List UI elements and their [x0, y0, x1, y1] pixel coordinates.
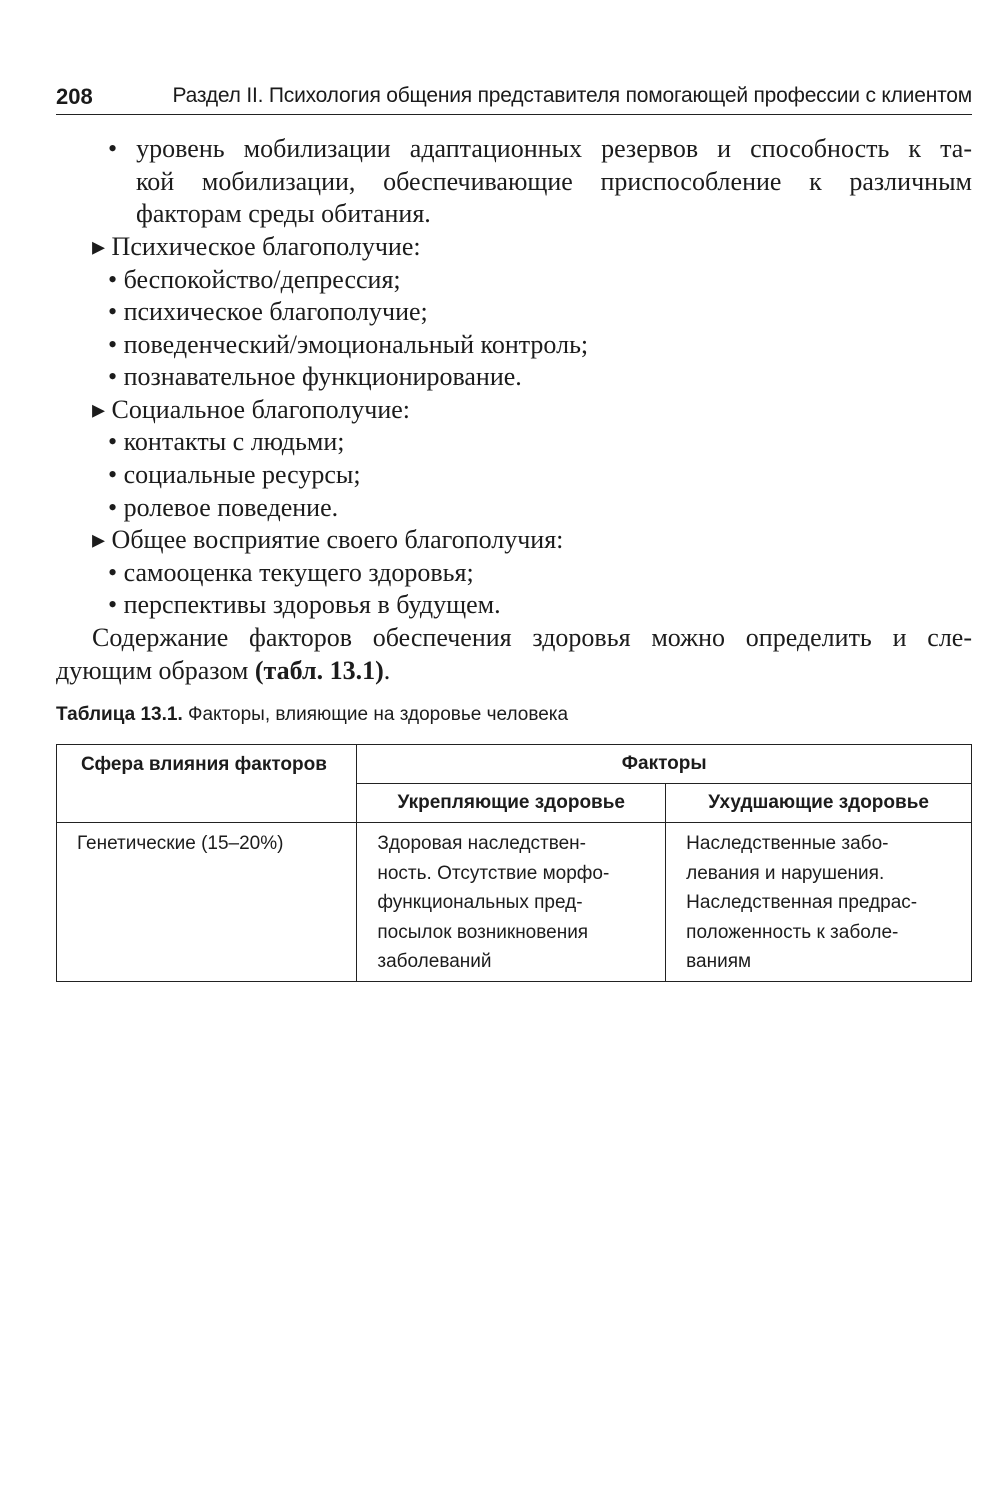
text-line [56, 655, 390, 688]
header-sphere: Сфера влияния факторов [57, 745, 357, 823]
text-line: • ролевое поведение. [108, 493, 339, 522]
text-line: • познавательное функционирование. [108, 362, 522, 391]
cell-line: положенность к заболе- [686, 921, 899, 943]
header-factors: Факторы [357, 745, 972, 784]
text-line: • беспокойство/депрессия; [108, 265, 401, 294]
cell-line: функциональных пред- [377, 892, 583, 913]
cell-sphere [57, 823, 357, 982]
cell-line: посылок возникновения [377, 921, 589, 943]
text-line: факторам среды обитания. [136, 199, 431, 228]
text-line: • психическое благополучие; [108, 297, 428, 326]
cell-worsening [666, 823, 972, 982]
cell-sphere-text: Генетические (15–20%) [77, 833, 284, 854]
text-line: кой мобилизации, обеспечивающие приспособление к различным [136, 167, 972, 196]
cell-line: Наследственная предрас- [686, 892, 918, 913]
factors-table [56, 744, 972, 982]
cell-line: Здоровая наследствен- [377, 833, 586, 854]
text-line: • самооценка текущего здоровья; [108, 558, 474, 587]
text-line: ▸ Социальное благополучие: [92, 395, 411, 424]
text-line: • социальные ресурсы; [108, 460, 361, 489]
cell-line: Наследственные забо- [686, 833, 889, 854]
table-row [57, 823, 972, 982]
section-title: Раздел II. Психология общения представителя помогающей профессии с клиентом [172, 84, 972, 107]
text-line: • перспективы здоровья в будущем. [108, 590, 501, 619]
text-line: ▸ Общее восприятие своего благополучия: [92, 525, 564, 554]
cell-line: левания и нарушения. [686, 862, 885, 884]
text-fragment: . [383, 656, 391, 685]
table-caption-label: Таблица 13.1. [56, 704, 183, 725]
table-caption-text: Факторы, влияющие на здоровье человека [188, 704, 569, 725]
table-caption [56, 704, 568, 726]
text-line: Содержание факторов обеспечения здоровья можно определить и сле- [92, 623, 972, 652]
header-worsening: Ухудшающие здоровье [666, 784, 972, 823]
running-head [56, 84, 972, 115]
cell-line: заболеваний [377, 951, 492, 972]
table-reference-link[interactable]: (табл. 13.1) [254, 656, 384, 685]
cell-line: ваниям [686, 951, 752, 972]
cell-strengthening [357, 823, 666, 982]
table-header-row [57, 745, 972, 784]
page-number: 208 [56, 84, 93, 109]
text-line: ▸ Психическое благополучие: [92, 232, 421, 261]
text-line: • контакты с людьми; [108, 427, 345, 456]
text-fragment: дующим образом [56, 656, 249, 685]
text-line: • поведенческий/эмоциональный контроль; [108, 330, 589, 359]
header-strengthening: Укрепляющие здоровье [357, 784, 666, 823]
text-line: • уровень мобилизации адаптационных резервов и способность к та- [108, 134, 972, 163]
cell-line: ность. Отсутствие морфо- [377, 862, 610, 884]
